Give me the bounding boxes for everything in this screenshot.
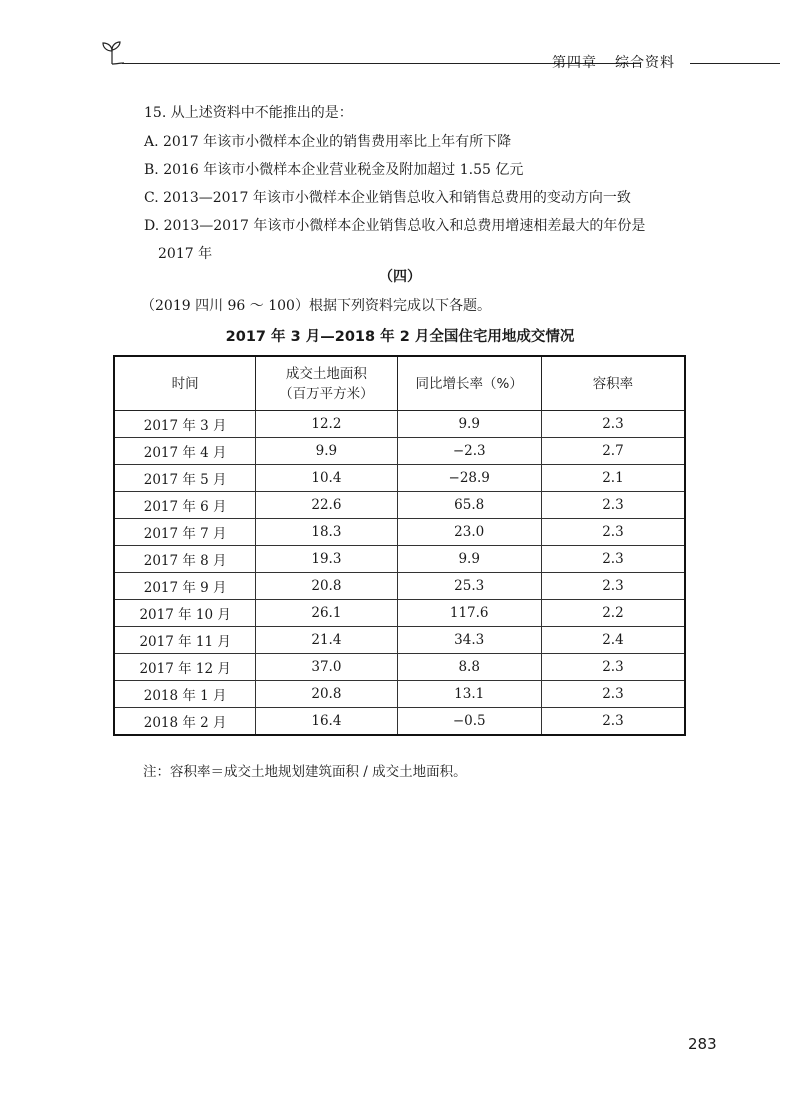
cell-time: 2018 年 2 月: [114, 708, 256, 736]
cell-area: 26.1: [256, 600, 397, 627]
cell-area: 9.9: [256, 438, 397, 465]
table-row: [114, 708, 685, 736]
cell-time: 2018 年 1 月: [114, 681, 256, 708]
page-header: [100, 38, 790, 71]
cell-time: 2017 年 9 月: [114, 573, 256, 600]
question-15-option-c: C. 2013—2017 年该市小微样本企业销售总收入和销售总费用的变动方向一致: [144, 190, 631, 206]
cell-time: 2017 年 12 月: [114, 654, 256, 681]
cell-time: 2017 年 5 月: [114, 465, 256, 492]
cell-area: 12.2: [256, 411, 397, 438]
chapter-number: 第四章: [552, 55, 597, 71]
cell-area: 10.4: [256, 465, 397, 492]
cell-ratio: 2.3: [541, 573, 685, 600]
cell-area: 19.3: [256, 546, 397, 573]
cell-area: 37.0: [256, 654, 397, 681]
chapter-label: [552, 52, 675, 72]
question-15-stem: 15. 从上述资料中不能推出的是：: [144, 105, 353, 121]
cell-ratio: 2.3: [541, 681, 685, 708]
table-row: [114, 573, 685, 600]
cell-growth: 23.0: [397, 519, 541, 546]
cell-ratio: 2.3: [541, 519, 685, 546]
question-15-option-d-continued: 2017 年: [158, 246, 213, 262]
cell-ratio: 2.7: [541, 438, 685, 465]
cell-time: 2017 年 4 月: [114, 438, 256, 465]
cell-ratio: 2.2: [541, 600, 685, 627]
cell-ratio: 2.4: [541, 627, 685, 654]
question-15-option-b: B. 2016 年该市小微样本企业营业税金及附加超过 1.55 亿元: [144, 162, 524, 178]
cell-area: 20.8: [256, 573, 397, 600]
cell-time: 2017 年 3 月: [114, 411, 256, 438]
header-area-line2: （百万平方米）: [279, 385, 374, 402]
table-title: 2017 年 3 月—2018 年 2 月全国住宅用地成交情况: [225, 329, 575, 345]
cell-growth: 8.8: [397, 654, 541, 681]
cell-growth: −2.3: [397, 438, 541, 465]
cell-growth: −0.5: [397, 708, 541, 736]
cell-growth: 13.1: [397, 681, 541, 708]
table-row: [114, 600, 685, 627]
cell-growth: 9.9: [397, 546, 541, 573]
cell-time: 2017 年 11 月: [114, 627, 256, 654]
cell-growth: −28.9: [397, 465, 541, 492]
section-intro: （2019 四川 96 ～ 100）根据下列资料完成以下各题。: [141, 298, 491, 314]
page-number: 283: [688, 1035, 717, 1053]
cell-time: 2017 年 10 月: [114, 600, 256, 627]
cell-area: 21.4: [256, 627, 397, 654]
table-body: [114, 411, 685, 736]
table-row: [114, 411, 685, 438]
cell-ratio: 2.3: [541, 492, 685, 519]
table-row: [114, 546, 685, 573]
table-row: [114, 627, 685, 654]
header-growth: 同比增长率（%）: [397, 356, 541, 411]
land-transaction-table: [113, 355, 686, 736]
table-header-row: [114, 356, 685, 411]
cell-growth: 117.6: [397, 600, 541, 627]
cell-time: 2017 年 8 月: [114, 546, 256, 573]
table-row: [114, 465, 685, 492]
cell-ratio: 2.3: [541, 654, 685, 681]
table-row: [114, 438, 685, 465]
header-ratio: 容积率: [541, 356, 685, 411]
question-15-option-a: A. 2017 年该市小微样本企业的销售费用率比上年有所下降: [144, 134, 512, 150]
cell-area: 18.3: [256, 519, 397, 546]
header-rule-right: [690, 63, 780, 64]
cell-growth: 34.3: [397, 627, 541, 654]
header-area-line1: 成交土地面积: [285, 365, 367, 382]
question-15-option-d: D. 2013—2017 年该市小微样本企业销售总收入和总费用增速相差最大的年份是: [144, 218, 646, 234]
table-row: [114, 681, 685, 708]
table-note: 注：容积率＝成交土地规划建筑面积 / 成交土地面积。: [143, 764, 467, 780]
cell-ratio: 2.3: [541, 411, 685, 438]
table-row: [114, 654, 685, 681]
cell-area: 16.4: [256, 708, 397, 736]
cell-ratio: 2.1: [541, 465, 685, 492]
section-title: （四）: [379, 269, 421, 285]
cell-growth: 9.9: [397, 411, 541, 438]
cell-area: 20.8: [256, 681, 397, 708]
header-time: 时间: [114, 356, 256, 411]
cell-ratio: 2.3: [541, 546, 685, 573]
cell-area: 22.6: [256, 492, 397, 519]
cell-growth: 65.8: [397, 492, 541, 519]
cell-time: 2017 年 6 月: [114, 492, 256, 519]
header-area: [256, 356, 397, 411]
table-row: [114, 492, 685, 519]
cell-growth: 25.3: [397, 573, 541, 600]
table-row: [114, 519, 685, 546]
cell-time: 2017 年 7 月: [114, 519, 256, 546]
section-name: 综合资料: [615, 55, 675, 71]
cell-ratio: 2.3: [541, 708, 685, 736]
